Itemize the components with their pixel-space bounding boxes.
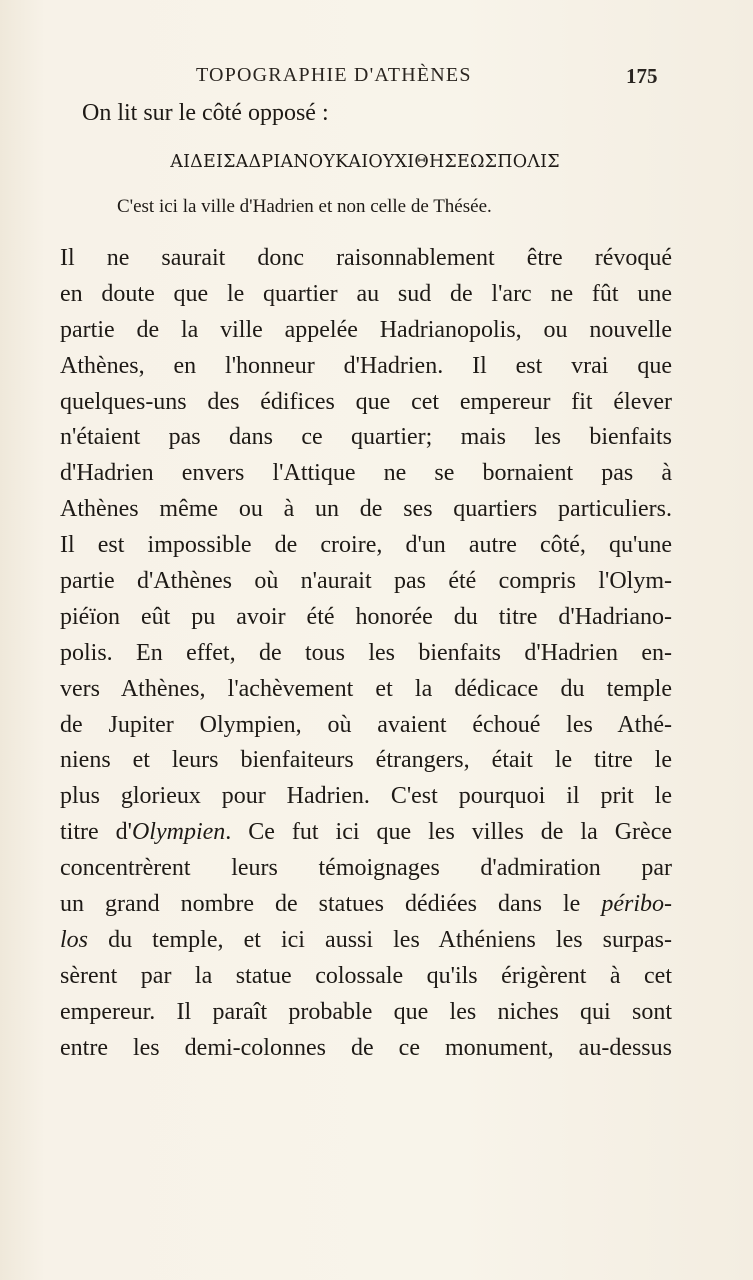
text-line: n'étaient pas dans ce quartier; mais les bienfaits bbox=[60, 424, 672, 451]
text-line: partie de la ville appelée Hadrianopolis, ou nouvelle bbox=[60, 316, 672, 343]
greek-inscription: ΑΙΔΕΙΣΑΔΡΙΑΝΟΥΚΑΙΟΥΧΙΘΗΣΕΩΣΠΟΛΙΣ bbox=[170, 152, 560, 172]
text-fragment: . Ce fut ici que les villes de la Grèce bbox=[225, 819, 672, 846]
text-line: Il ne saurait donc raisonnablement être révoqué bbox=[60, 245, 672, 271]
text-line: d'Hadrien envers l'Attique ne se bornaient pas à bbox=[60, 460, 672, 487]
page-number: 175 bbox=[626, 64, 658, 88]
text-line: partie d'Athènes où n'aurait pas été compris l'Olym- bbox=[60, 568, 672, 595]
inscription-translation: C'est ici la ville d'Hadrien et non celle de Thésée. bbox=[117, 196, 492, 217]
italic-term-los: los bbox=[60, 926, 89, 953]
text-line: de Jupiter Olympien, où avaient échoué les Athé- bbox=[60, 711, 672, 738]
text-line: plus glorieux pour Hadrien. C'est pourquoi il prit le bbox=[60, 783, 672, 810]
body-paragraph bbox=[60, 241, 672, 1066]
text-line: entre les demi-colonnes de ce monument, au-dessus bbox=[60, 1034, 672, 1061]
italic-term-olympien: Olympien bbox=[131, 819, 226, 846]
text-line: Il est impossible de croire, d'un autre côté, qu'une bbox=[60, 532, 672, 559]
text-line: Athènes même ou à un de ses quartiers particuliers. bbox=[60, 496, 672, 523]
text-fragment: un grand nombre de statues dédiées dans le bbox=[60, 891, 602, 918]
text-line: vers Athènes, l'achèvement et la dédicace du temple bbox=[60, 675, 672, 702]
text-line: concentrèrent leurs témoignages d'admiration par bbox=[60, 855, 672, 882]
intro-line: On lit sur le côté opposé : bbox=[82, 100, 329, 126]
text-line: niens et leurs bienfaiteurs étrangers, était le titre le bbox=[60, 747, 672, 774]
text-line: empereur. Il paraît probable que les niches qui sont bbox=[60, 998, 672, 1025]
text-line: quelques-uns des édifices que cet empereur fit élever bbox=[60, 388, 672, 415]
running-title: TOPOGRAPHIE D'ATHÈNES bbox=[196, 64, 472, 86]
text-line: piéïon eût pu avoir été honorée du titre d'Hadriano- bbox=[60, 603, 672, 630]
text-line-los bbox=[60, 923, 672, 959]
text-line: sèrent par la statue colossale qu'ils érigèrent à cet bbox=[60, 962, 672, 989]
text-line-olympien bbox=[60, 815, 672, 851]
italic-term-peribolos: péribo- bbox=[601, 891, 672, 918]
text-fragment: du temple, et ici aussi les Athéniens les surpas- bbox=[88, 926, 672, 953]
text-line: polis. En effet, de tous les bienfaits d'Hadrien en- bbox=[60, 639, 672, 666]
text-line: en doute que le quartier au sud de l'arc ne fût une bbox=[60, 280, 672, 307]
text-fragment: titre d' bbox=[60, 819, 132, 846]
text-line: Athènes, en l'honneur d'Hadrien. Il est vrai que bbox=[60, 352, 672, 379]
text-line-peribolos bbox=[60, 887, 672, 923]
